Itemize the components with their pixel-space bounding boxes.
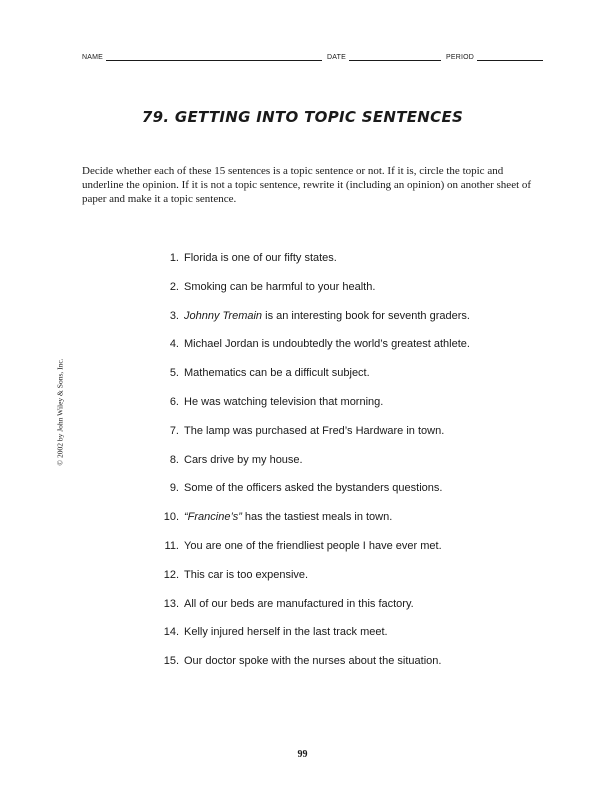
sentence-number: 5. — [169, 367, 179, 380]
period-blank-line[interactable] — [477, 53, 543, 61]
sentence-italic-title: “Francine’s” — [184, 511, 242, 524]
sentence-text — [184, 425, 444, 437]
sentence-item — [150, 281, 550, 310]
sentence-item — [150, 482, 550, 511]
sentence-text-content: The lamp was purchased at Fred’s Hardware in town. — [184, 424, 445, 437]
sentence-text-content: All of our beds are manufactured in this factory. — [184, 597, 414, 610]
worksheet-title: 79. GETTING INTO TOPIC SENTENCES — [141, 108, 464, 126]
sentence-item — [150, 310, 550, 339]
sentence-text-content: This car is too expensive. — [184, 568, 309, 581]
sentence-number: 14. — [163, 626, 179, 639]
name-label: NAME — [82, 54, 104, 61]
sentence-text — [184, 569, 308, 581]
sentence-item — [150, 569, 550, 598]
sentence-item — [150, 338, 550, 367]
sentence-text-content: You are one of the friendliest people I have ever met. — [184, 539, 442, 552]
sentence-number: 4. — [169, 338, 179, 351]
sentence-item — [150, 655, 550, 684]
sentence-text-content: Mathematics can be a difficult subject. — [184, 367, 370, 380]
sentence-item — [150, 626, 550, 655]
sentence-text-content: Kelly injured herself in the last track meet. — [184, 626, 388, 639]
sentence-text — [184, 281, 375, 293]
sentence-text-content: Cars drive by my house. — [184, 453, 303, 466]
sentence-number: 10. — [163, 511, 179, 524]
sentence-italic-title: Johnny Tremain — [184, 309, 263, 322]
sentence-text-content: has the tastiest meals in town. — [241, 511, 393, 524]
worksheet-header — [82, 53, 550, 61]
sentence-list — [150, 252, 550, 684]
sentence-item — [150, 598, 550, 627]
sentence-number: 13. — [163, 597, 179, 610]
sentence-number: 7. — [169, 424, 179, 437]
sentence-text — [184, 367, 370, 379]
sentence-text-content: He was watching television that morning. — [184, 395, 384, 408]
sentence-text — [184, 454, 303, 466]
sentence-number: 9. — [169, 482, 179, 495]
sentence-item — [150, 511, 550, 540]
sentence-text-content: is an interesting book for seventh graders. — [262, 309, 470, 322]
date-blank-line[interactable] — [349, 53, 441, 61]
sentence-text-content: Smoking can be harmful to your health. — [184, 280, 376, 293]
instructions-paragraph: Decide whether each of these 15 sentences is a topic sentence or not. If it is, circle the topic and underline the opinion. If it is not a topic sentence, rewrite it (including an opinion) on another sheet of paper and make it a topic sentence. — [82, 165, 532, 205]
sentence-text — [184, 655, 441, 667]
sentence-text-content: Michael Jordan is undoubtedly the world’s greatest athlete. — [184, 338, 470, 351]
sentence-item — [150, 367, 550, 396]
sentence-item — [150, 454, 550, 483]
copyright-notice: © 2002 by John Wiley & Sons, Inc. — [55, 358, 65, 466]
sentence-text — [184, 482, 442, 494]
sentence-text — [184, 511, 392, 523]
name-blank-line[interactable] — [106, 53, 322, 61]
sentence-number: 15. — [163, 655, 179, 668]
sentence-text-content: Our doctor spoke with the nurses about the situation. — [184, 655, 442, 668]
sentence-number: 2. — [169, 280, 179, 293]
sentence-text — [184, 338, 470, 350]
sentence-text — [184, 310, 470, 322]
sentence-number: 1. — [169, 252, 179, 264]
sentence-number: 6. — [169, 395, 179, 408]
sentence-text-content: Some of the officers asked the bystanders questions. — [184, 482, 443, 495]
sentence-item — [150, 252, 550, 281]
sentence-text — [184, 626, 388, 638]
sentence-text — [184, 598, 414, 610]
sentence-text — [184, 540, 442, 552]
sentence-item — [150, 540, 550, 569]
sentence-item — [150, 425, 550, 454]
sentence-number: 11. — [164, 539, 179, 552]
sentence-number: 3. — [169, 309, 179, 322]
sentence-number: 8. — [169, 453, 179, 466]
page-number: 99 — [297, 749, 308, 760]
sentence-text-content: Florida is one of our fifty states. — [184, 252, 337, 264]
sentence-text — [184, 396, 383, 408]
sentence-text — [184, 252, 337, 264]
date-label: DATE — [327, 54, 346, 61]
sentence-item — [150, 396, 550, 425]
sentence-number: 12. — [163, 568, 179, 581]
period-label: PERIOD — [445, 54, 475, 61]
